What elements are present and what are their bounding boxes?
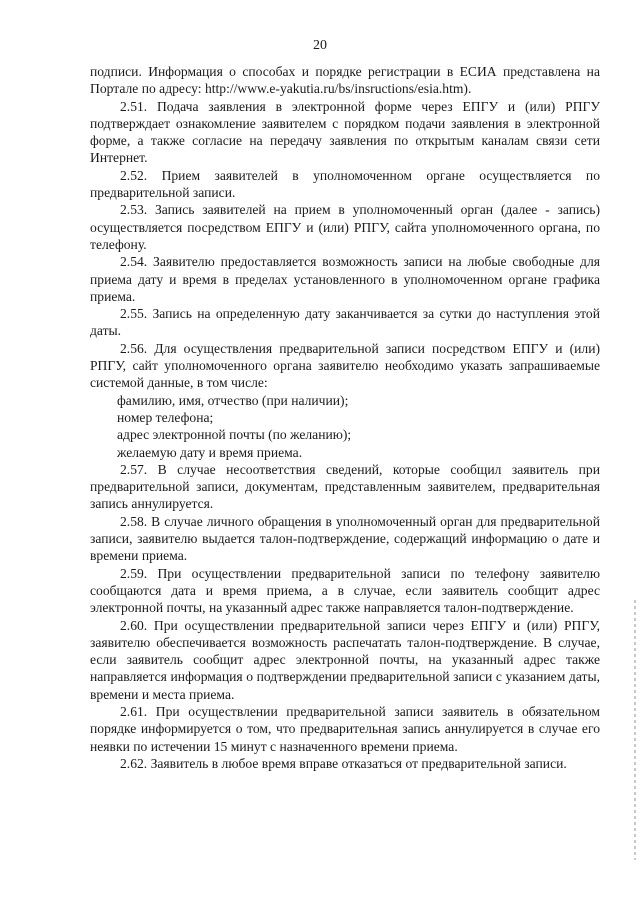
paragraph: 2.62. Заявитель в любое время вправе отказаться от предварительной записи. [120,755,567,771]
paragraph: 2.61. При осуществлении предварительной записи заявитель в обязательном порядке информируется о том, что предварительная запись аннулируется в случае его неявки по истечении 15 минут с назначенного времени приема. [90,703,600,754]
page-number: 20 [313,38,327,53]
paragraph: 2.57. В случае несоответствия сведений, которые сообщил заявитель при предварительной записи, документам, представленным заявителем, предварительная запись аннулируется. [90,461,600,512]
list-item: желаемую дату и время приема. [117,444,303,460]
list-item: фамилию, имя, отчество (при наличии); [117,392,349,408]
paragraph: 2.51. Подача заявления в электронной форме через ЕПГУ и (или) РПГУ подтверждает ознакомление заявителем с порядком подачи заявления в электронной форме, а также согласие на передачу заявления по открытым каналам связи сети Интернет. [90,98,600,166]
list-item: адрес электронной почты (по желанию); [117,427,352,443]
paragraph: 2.55. Запись на определенную дату заканчивается за сутки до наступления этой даты. [90,306,600,339]
document-body [90,63,600,772]
paragraph: 2.52. Прием заявителей в уполномоченном органе осуществляется по предварительной записи. [90,167,600,201]
list-item: номер телефона; [117,409,214,425]
paragraph: 2.56. Для осуществления предварительной записи посредством ЕПГУ и (или) РПГУ, сайт уполномоченного органа заявителю необходимо указать запрашиваемые системой данные, в том числе: [90,340,600,391]
paragraph: 2.54. Заявителю предоставляется возможность записи на любые свободные для приема дату и время в пределах установленного в уполномоченном органе графика приема. [90,254,600,304]
paragraph: 2.58. В случае личного обращения в уполномоченный орган для предварительной записи, заявителю выдается талон-подтверждение, содержащий информацию о дате и времени приема. [90,513,600,564]
paragraph: 2.53. Запись заявителей на прием в уполномоченный орган (далее - запись) осуществляется посредством ЕПГУ и (или) РПГУ, сайта уполномоченного органа, по телефону. [90,202,600,252]
paragraph: подписи. Информация о способах и порядке регистрации в ЕСИА представлена на Портале по адресу: http://www.e-yakutia.ru/bs/insructions/esia.htm). [90,64,600,97]
paragraph: 2.59. При осуществлении предварительной записи по телефону заявителю сообщаются дата и время приема, а в случае, если заявитель сообщит адрес электронной почты, на указанный адрес также направляется талон-подтверждение. [90,565,600,616]
paragraph: 2.60. При осуществлении предварительной записи через ЕПГУ и (или) РПГУ, заявителю обеспечивается возможность распечатать талон-подтверждение. В случае, если заявитель сообщит адрес электронной почты, на указанный адрес также направляется информация о подтверждении предварительной записи с указанием даты, времени и места приема. [90,617,600,702]
scan-edge-mark [634,600,636,860]
